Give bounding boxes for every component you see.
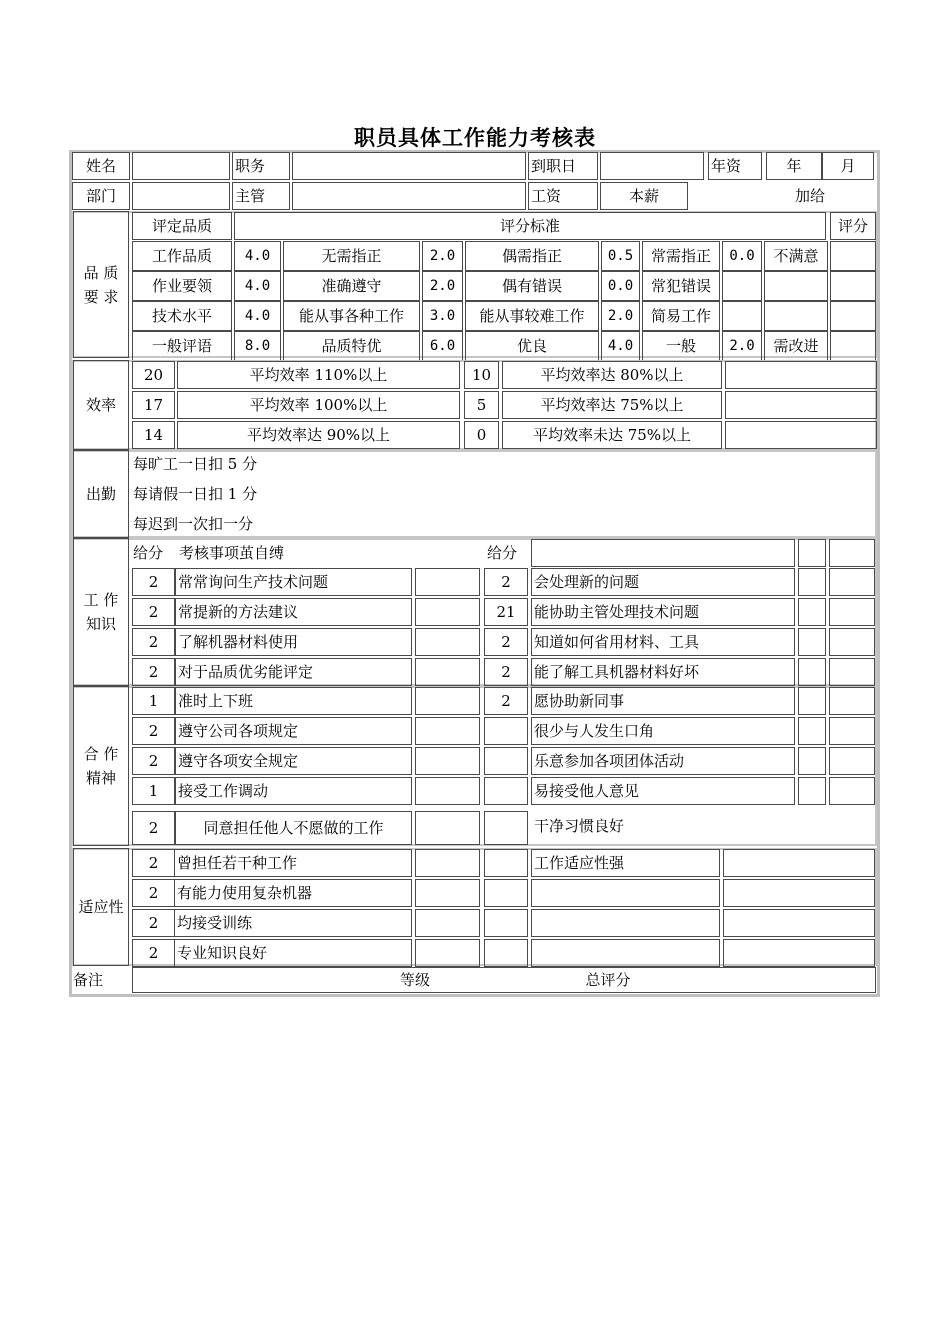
quality-d2-cell: 偶有错误: [465, 271, 599, 301]
teamwork-score-1[interactable]: [415, 811, 480, 845]
dept-label: 部门: [72, 182, 130, 210]
quality-d1-cell: 品质特优: [283, 331, 420, 361]
adaptability-points-2[interactable]: [484, 909, 528, 937]
quality-s1-cell: 4.0: [234, 301, 281, 331]
quality-col-score: 评分: [830, 212, 876, 240]
base-pay-label: 本薪: [600, 182, 688, 210]
quality-d2-cell: 优良: [465, 331, 599, 361]
seniority-label: 年资: [708, 152, 762, 180]
dept-field[interactable]: [132, 182, 230, 210]
knowledge-item-1: 常常询问生产技术问题: [175, 568, 412, 596]
salary-label: 工资: [528, 182, 598, 210]
teamwork-item-2: 愿协助新同事: [531, 687, 795, 715]
quality-name-cell: 一般评语: [132, 331, 232, 361]
seniority-year-label: 年: [766, 152, 822, 180]
name-label: 姓名: [72, 152, 130, 180]
teamwork-points-1: 1: [132, 687, 175, 715]
quality-s4-cell: 0.0: [722, 241, 762, 271]
adaptability-item-2: [531, 909, 720, 937]
knowledge-col-points2: 给分: [487, 544, 518, 562]
efficiency-score-field[interactable]: [725, 421, 877, 449]
adaptability-item-1: 曾担任若干种工作: [174, 849, 412, 877]
efficiency-criterion-2: 平均效率达 75%以上: [502, 391, 722, 419]
grade-label: 等级: [399, 971, 430, 989]
position-label: 职务: [232, 152, 290, 180]
teamwork-item-1: 同意担任他人不愿做的工作: [175, 811, 412, 845]
quality-d3-cell: 一般: [642, 331, 720, 361]
knowledge-item-1: 对于品质优劣能评定: [175, 658, 412, 686]
knowledge-score-1[interactable]: [415, 598, 480, 626]
efficiency-score-field[interactable]: [725, 361, 877, 389]
knowledge-item-2: 能了解工具机器材料好坏: [531, 658, 795, 686]
knowledge-item-2: 会处理新的问题: [531, 568, 795, 596]
quality-s3-cell: 2.0: [601, 301, 640, 331]
teamwork-section-label: 合 作 精神: [73, 686, 129, 846]
knowledge-score-box[interactable]: [798, 539, 826, 567]
quality-score-field[interactable]: [830, 241, 876, 271]
knowledge-header-blank: [531, 539, 795, 567]
efficiency-criterion-2: 平均效率达 80%以上: [502, 361, 722, 389]
quality-d1-cell: 无需指正: [283, 241, 420, 271]
adaptability-score-2[interactable]: [723, 939, 875, 967]
adaptability-item-2: [531, 939, 720, 967]
join-date-label: 到职日: [528, 152, 598, 180]
knowledge-score-1[interactable]: [415, 658, 480, 686]
efficiency-criterion-2: 平均效率未达 75%以上: [502, 421, 722, 449]
knowledge-score-box[interactable]: [829, 539, 875, 567]
quality-score-field[interactable]: [830, 271, 876, 301]
quality-d3-cell: 常犯错误: [642, 271, 720, 301]
adaptability-score-2[interactable]: [723, 879, 875, 907]
attendance-rule: 每旷工一日扣 5 分: [133, 455, 258, 473]
knowledge-item-2: 知道如何省用材料、工具: [531, 628, 795, 656]
teamwork-item-1: 遵守各项安全规定: [175, 747, 412, 775]
quality-col-standard: 评分标准: [234, 212, 826, 240]
teamwork-points-2: 2: [484, 687, 528, 715]
adaptability-points-2[interactable]: [484, 849, 528, 877]
knowledge-item-1: 了解机器材料使用: [175, 628, 412, 656]
attendance-rule: 每请假一日扣 1 分: [133, 485, 258, 503]
quality-s2-cell: 3.0: [422, 301, 463, 331]
teamwork-item-1: 接受工作调动: [175, 777, 412, 805]
teamwork-score-2[interactable]: [798, 747, 826, 775]
quality-s1-cell: 4.0: [234, 241, 281, 271]
position-field[interactable]: [292, 152, 526, 180]
quality-col-item: 评定品质: [132, 212, 232, 240]
supervisor-label: 主管: [232, 182, 290, 210]
teamwork-score-1[interactable]: [415, 687, 480, 715]
teamwork-item-1: 遵守公司各项规定: [175, 717, 412, 745]
teamwork-score-2[interactable]: [798, 777, 826, 805]
quality-d4-cell: 需改进: [764, 331, 828, 361]
quality-s4-cell: 2.0: [722, 331, 762, 361]
supervisor-field[interactable]: [292, 182, 526, 210]
efficiency-criterion-1: 平均效率达 90%以上: [177, 421, 460, 449]
quality-d1-cell: 能从事各种工作: [283, 301, 420, 331]
teamwork-item-2: 干净习惯良好: [534, 817, 625, 835]
quality-s1-cell: 4.0: [234, 271, 281, 301]
adaptability-points: 2: [132, 939, 175, 967]
quality-s3-cell: 0.5: [601, 241, 640, 271]
efficiency-points-2: 0: [464, 421, 499, 449]
knowledge-score-3[interactable]: [829, 598, 875, 626]
quality-s2-cell: 2.0: [422, 271, 463, 301]
name-field[interactable]: [132, 152, 230, 180]
teamwork-points-1: 2: [132, 747, 175, 775]
efficiency-points-2: 5: [464, 391, 499, 419]
remarks-field[interactable]: [132, 967, 876, 993]
quality-s2-cell: 2.0: [422, 241, 463, 271]
quality-name-cell: 作业要领: [132, 271, 232, 301]
quality-s3-cell: 4.0: [601, 331, 640, 361]
teamwork-points-2: [484, 717, 528, 745]
quality-d4-cell: [764, 301, 828, 331]
teamwork-item-2: 乐意参加各项团体活动: [531, 747, 795, 775]
quality-d1-cell: 准确遵守: [283, 271, 420, 301]
knowledge-points-2: 2: [484, 568, 528, 596]
teamwork-points-2: [484, 811, 528, 845]
adaptability-points: 2: [132, 879, 175, 907]
quality-d2-cell: 能从事较难工作: [465, 301, 599, 331]
quality-score-field[interactable]: [830, 301, 876, 331]
quality-s1-cell: 8.0: [234, 331, 281, 361]
teamwork-points-2: [484, 747, 528, 775]
knowledge-section-label: 工 作 知识: [73, 538, 129, 686]
adaptability-section-label: 适应性: [73, 848, 129, 966]
teamwork-points-1: 2: [132, 717, 175, 745]
teamwork-score-1[interactable]: [415, 717, 480, 745]
knowledge-col-items: 考核事项茧自缚: [179, 544, 285, 562]
teamwork-item-1: 准时上下班: [175, 687, 412, 715]
knowledge-points-1: 2: [132, 628, 175, 656]
adaptability-item-1: 专业知识良好: [174, 939, 412, 967]
quality-s2-cell: 6.0: [422, 331, 463, 361]
teamwork-score-2[interactable]: [798, 687, 826, 715]
attendance-section-label: 出勤: [73, 450, 129, 538]
knowledge-score-2[interactable]: [798, 598, 826, 626]
teamwork-score-1[interactable]: [415, 747, 480, 775]
efficiency-points-1: 20: [132, 361, 175, 389]
teamwork-score-2[interactable]: [798, 717, 826, 745]
teamwork-item-2: 易接受他人意见: [531, 777, 795, 805]
adaptability-score-2[interactable]: [723, 849, 875, 877]
efficiency-criterion-1: 平均效率 100%以上: [177, 391, 460, 419]
quality-d4-cell: 不满意: [764, 241, 828, 271]
total-score-label: 总评分: [585, 971, 631, 989]
efficiency-points-2: 10: [464, 361, 499, 389]
efficiency-section-label: 效率: [73, 360, 129, 450]
teamwork-points-2: [484, 777, 528, 805]
quality-section-label: 品 质 要 求: [73, 211, 129, 358]
teamwork-score-1[interactable]: [415, 777, 480, 805]
knowledge-points-1: 2: [132, 568, 175, 596]
quality-name-cell: 工作品质: [132, 241, 232, 271]
adaptability-score-1[interactable]: [415, 849, 480, 877]
adaptability-points: 2: [132, 849, 175, 877]
knowledge-points-2: 2: [484, 658, 528, 686]
teamwork-points-1: 2: [132, 811, 175, 845]
quality-d2-cell: 偶需指正: [465, 241, 599, 271]
knowledge-score-3[interactable]: [829, 658, 875, 686]
adaptability-score-1[interactable]: [415, 879, 480, 907]
adaptability-item-2: 工作适应性强: [531, 849, 720, 877]
efficiency-points-1: 14: [132, 421, 175, 449]
knowledge-points-2: 2: [484, 628, 528, 656]
knowledge-score-3[interactable]: [829, 628, 875, 656]
quality-d3-cell: 常需指正: [642, 241, 720, 271]
adaptability-score-2[interactable]: [723, 909, 875, 937]
adaptability-score-1[interactable]: [415, 909, 480, 937]
adaptability-score-1[interactable]: [415, 939, 480, 967]
quality-s4-cell: [722, 271, 762, 301]
teamwork-item-2: 很少与人发生口角: [531, 717, 795, 745]
bonus-label: 加给: [794, 187, 825, 205]
knowledge-item-2: 能协助主管处理技术问题: [531, 598, 795, 626]
quality-s4-cell: [722, 301, 762, 331]
teamwork-score-3[interactable]: [829, 687, 875, 715]
quality-s3-cell: 0.0: [601, 271, 640, 301]
adaptability-item-2: [531, 879, 720, 907]
quality-name-cell: 技术水平: [132, 301, 232, 331]
knowledge-points-2: 21: [484, 598, 528, 626]
knowledge-score-3[interactable]: [829, 568, 875, 596]
knowledge-score-2[interactable]: [798, 628, 826, 656]
adaptability-item-1: 均接受训练: [174, 909, 412, 937]
teamwork-score-3[interactable]: [829, 777, 875, 805]
form-title: 职员具体工作能力考核表: [354, 126, 596, 150]
adaptability-item-1: 有能力使用复杂机器: [174, 879, 412, 907]
attendance-rule: 每迟到一次扣一分: [133, 515, 254, 533]
adaptability-points-2[interactable]: [484, 939, 528, 967]
knowledge-col-points: 给分: [133, 544, 164, 562]
teamwork-score-3[interactable]: [829, 717, 875, 745]
join-date-field[interactable]: [600, 152, 704, 180]
remarks-label: 备注: [73, 971, 104, 989]
efficiency-score-field[interactable]: [725, 391, 877, 419]
knowledge-score-2[interactable]: [798, 568, 826, 596]
knowledge-points-1: 2: [132, 598, 175, 626]
quality-score-field[interactable]: [830, 331, 876, 361]
knowledge-score-2[interactable]: [798, 658, 826, 686]
knowledge-points-1: 2: [132, 658, 175, 686]
efficiency-criterion-1: 平均效率 110%以上: [177, 361, 460, 389]
teamwork-score-3[interactable]: [829, 747, 875, 775]
seniority-month-label: 月: [822, 152, 874, 180]
adaptability-points-2[interactable]: [484, 879, 528, 907]
teamwork-points-1: 1: [132, 777, 175, 805]
quality-d3-cell: 简易工作: [642, 301, 720, 331]
adaptability-points: 2: [132, 909, 175, 937]
efficiency-points-1: 17: [132, 391, 175, 419]
knowledge-score-1[interactable]: [415, 568, 480, 596]
knowledge-item-1: 常提新的方法建议: [175, 598, 412, 626]
quality-d4-cell: [764, 271, 828, 301]
knowledge-score-1[interactable]: [415, 628, 480, 656]
